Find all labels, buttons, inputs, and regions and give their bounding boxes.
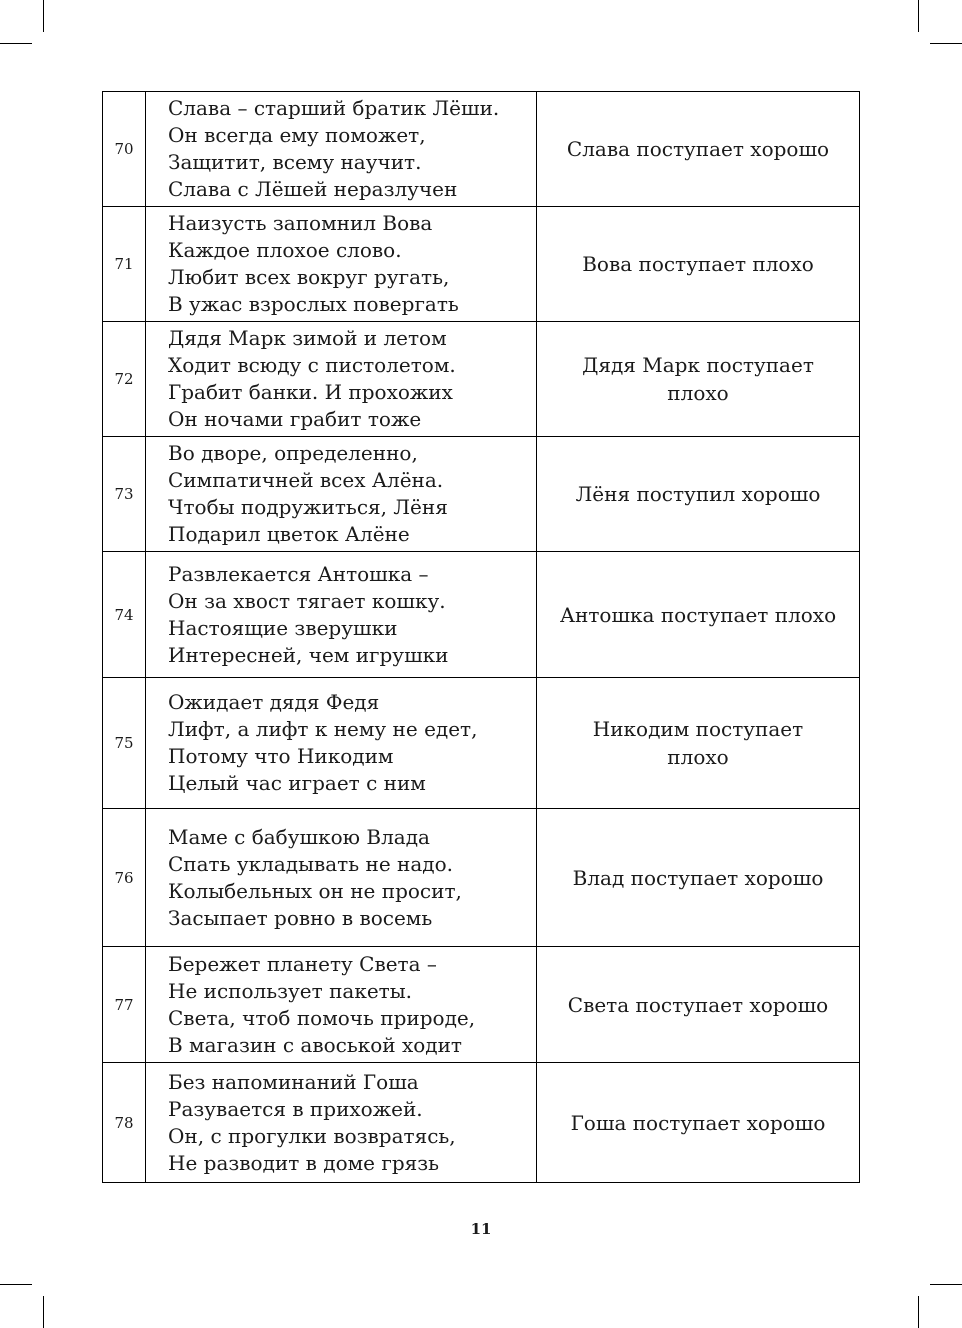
verse-line: Подарил цветок Алёне: [168, 522, 410, 546]
crop-mark: [918, 1296, 919, 1328]
verse-cell: [146, 437, 537, 552]
table-row: [103, 322, 860, 437]
verse-line: Он всегда ему поможет,: [168, 123, 426, 147]
table-row: [103, 1063, 860, 1183]
verse-line: Без напоминаний Гоша: [168, 1069, 419, 1094]
verse-line: Настоящие зверушки: [168, 615, 398, 640]
verse-line: Ожидает дядя Федя: [168, 690, 380, 714]
verse-cell: [146, 92, 537, 207]
verse-line: Спать укладывать не надо.: [168, 851, 453, 876]
crop-mark: [43, 1296, 44, 1328]
row-number: 72: [103, 322, 146, 437]
table-row: [103, 947, 860, 1063]
verse-cell: [146, 678, 537, 809]
verse-line: Защитит, всему научит.: [168, 150, 422, 174]
verse-line: Он ночами грабит тоже: [168, 407, 422, 431]
crop-mark: [930, 1284, 962, 1285]
verse-line: Разувается в прихожей.: [168, 1096, 423, 1121]
crop-mark: [0, 1284, 32, 1285]
verdict-cell: Света поступает хорошо: [537, 947, 860, 1063]
verse-line: В ужас взрослых повергать: [168, 292, 459, 316]
row-number: 71: [103, 207, 146, 322]
verse-line: Слава – старший братик Лёши.: [168, 96, 500, 120]
verdict-cell: Вова поступает плохо: [537, 207, 860, 322]
verse-line: Симпатичней всех Алёна.: [168, 468, 444, 492]
verse-cell: [146, 947, 537, 1063]
verdict-cell: Влад поступает хорошо: [537, 809, 860, 947]
row-number: 70: [103, 92, 146, 207]
row-number: 76: [103, 809, 146, 947]
row-number: 74: [103, 552, 146, 678]
verse-cell: [146, 322, 537, 437]
verse-line: В магазин с авоськой ходит: [168, 1032, 462, 1057]
verse-line: Чтобы подружиться, Лёня: [168, 495, 448, 519]
crop-mark: [43, 0, 44, 32]
verdict-cell: Гоша поступает хорошо: [537, 1063, 860, 1183]
verse-line: Света, чтоб помочь природе,: [168, 1005, 476, 1030]
verse-line: Бережет планету Света –: [168, 951, 437, 976]
verse-line: Дядя Марк зимой и летом: [168, 326, 447, 350]
row-number: 78: [103, 1063, 146, 1183]
verdict-cell: Никодим поступает плохо: [537, 678, 860, 809]
verse-line: Целый час играет с ним: [168, 771, 426, 795]
crop-mark: [930, 43, 962, 44]
verse-line: Не использует пакеты.: [168, 978, 412, 1003]
crop-mark: [0, 43, 32, 44]
verse-line: Интересней, чем игрушки: [168, 642, 449, 667]
row-number: 73: [103, 437, 146, 552]
verse-line: Каждое плохое слово.: [168, 238, 402, 262]
verse-cell: [146, 809, 537, 947]
verse-cell: [146, 1063, 537, 1183]
verse-line: Он за хвост тягает кошку.: [168, 588, 446, 613]
verse-line: Не разводит в доме грязь: [168, 1150, 440, 1175]
verse-line: Он, с прогулки возвратясь,: [168, 1123, 456, 1148]
table-row: [103, 207, 860, 322]
verse-line: Потому что Никодим: [168, 744, 394, 768]
verse-line: Слава с Лёшей неразлучен: [168, 177, 458, 201]
table-row: [103, 678, 860, 809]
row-number: 75: [103, 678, 146, 809]
table-row: [103, 437, 860, 552]
verse-line: Колыбельных он не просит,: [168, 878, 462, 903]
crop-mark: [918, 0, 919, 32]
verse-line: Развлекается Антошка –: [168, 561, 429, 586]
verse-line: Лифт, а лифт к нему не едет,: [168, 717, 478, 741]
verdict-cell: Дядя Марк поступает плохо: [537, 322, 860, 437]
verse-line: Во дворе, определенно,: [168, 441, 418, 465]
verse-cell: [146, 207, 537, 322]
verse-line: Наизусть запомнил Вова: [168, 211, 433, 235]
verdict-cell: Антошка поступает плохо: [537, 552, 860, 678]
row-number: 77: [103, 947, 146, 1063]
verse-line: Ходит всюду с пистолетом.: [168, 353, 456, 377]
table-row: [103, 92, 860, 207]
poems-table: [102, 91, 860, 1183]
verse-line: Любит всех вокруг ругать,: [168, 265, 450, 289]
verse-cell: [146, 552, 537, 678]
verse-line: Маме с бабушкою Влада: [168, 824, 430, 849]
page-number: 11: [470, 1220, 492, 1238]
verse-line: Засыпает ровно в восемь: [168, 905, 433, 930]
verse-line: Грабит банки. И прохожих: [168, 380, 453, 404]
table-row: [103, 809, 860, 947]
verdict-cell: Лёня поступил хорошо: [537, 437, 860, 552]
table-row: [103, 552, 860, 678]
verdict-cell: Слава поступает хорошо: [537, 92, 860, 207]
